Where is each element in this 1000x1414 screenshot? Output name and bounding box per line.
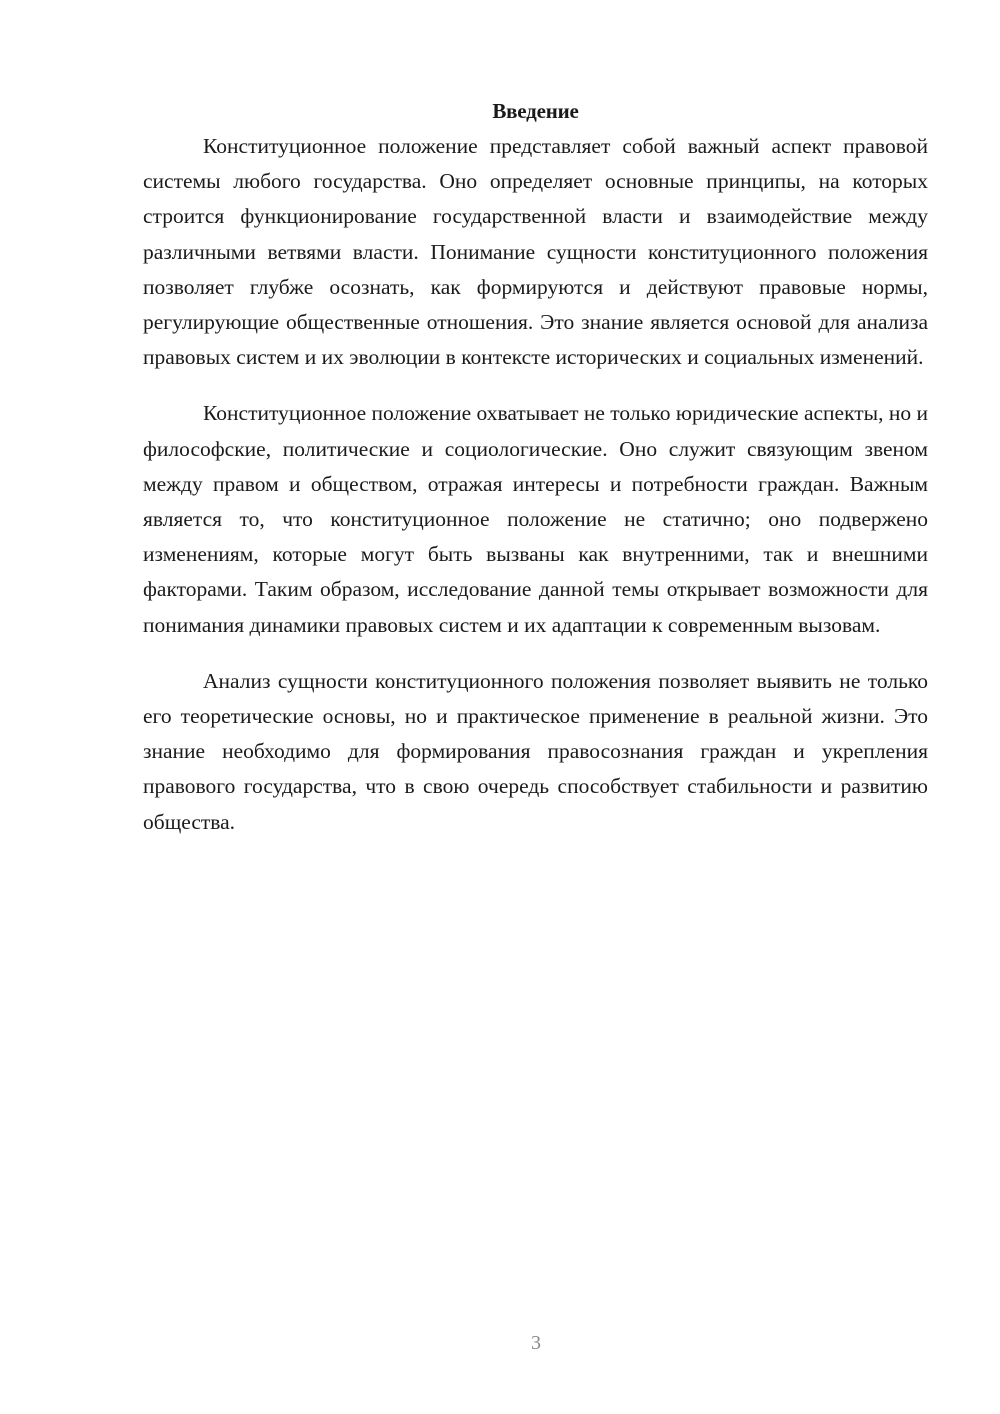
paragraph-3: Анализ сущности конституционного положения позволяет выявить не только его теоретические основы, но и практическое применение в реальной жизни. Это знание необходимо для формирования правосознания граждан и укрепления правового государства, что в свою очередь способствует стабильности и развитию общества. — [143, 668, 928, 834]
paragraph-2: Конституционное положение охватывает не только юридические аспекты, но и философские, политические и социологические. Оно служит связующим звеном между правом и обществом, отражая интересы и потребности граждан. Важным является то, что конституционное положение не статично; оно подвержено изменениям, которые могут быть вызваны как внутренними, так и внешними факторами. Таким образом, исследование данной темы открывает возможности для понимания динамики правовых систем и их адаптации к современным вызовам. — [143, 401, 928, 637]
paragraph-1: Конституционное положение представляет собой важный аспект правовой системы любого государства. Оно определяет основные принципы, на которых строится функционирование государственной власти и взаимодействие между различными ветвями власти. Понимание сущности конституционного положения позволяет глубже осознать, как формируются и действуют правовые нормы, регулирующие общественные отношения. Это знание является основой для анализа правовых систем и их эволюции в контексте исторических и социальных изменений. — [143, 134, 928, 370]
section-heading: Введение — [492, 99, 579, 123]
page-content — [143, 93, 928, 840]
page-number: 3 — [531, 1332, 541, 1354]
